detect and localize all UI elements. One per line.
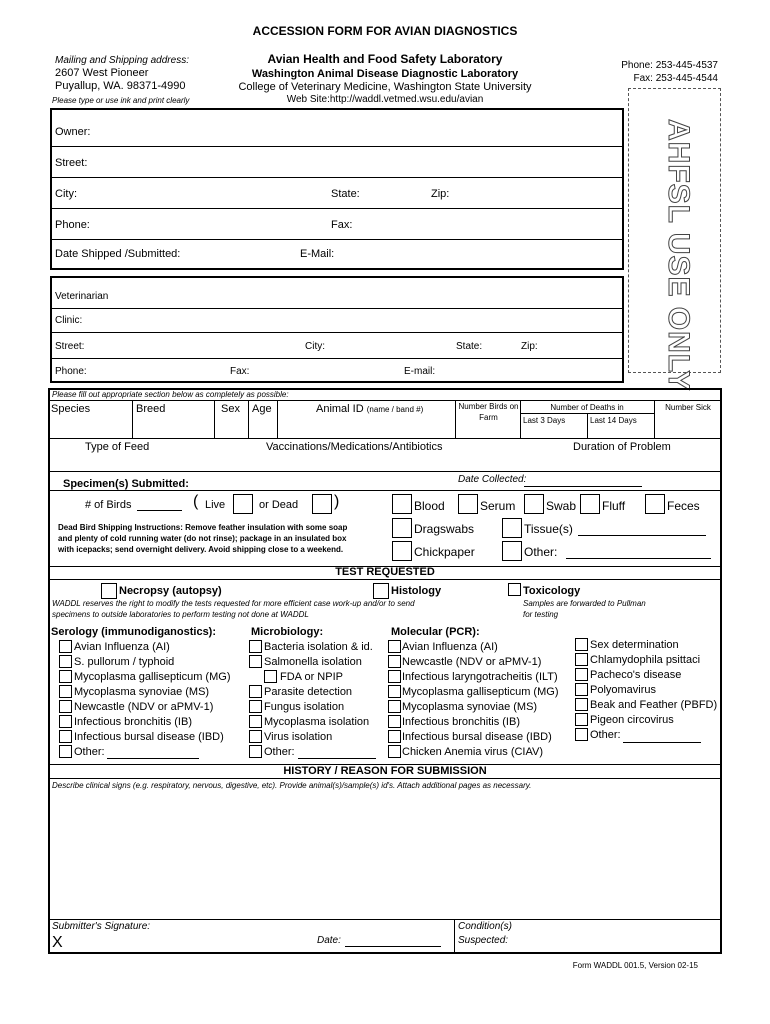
toxicology-note-2: for testing [523,610,559,619]
toxicology-checkbox[interactable] [508,583,521,596]
other-test-checkbox[interactable] [575,668,588,681]
dead-checkbox[interactable] [312,494,332,514]
molecular-item: Infectious bronchitis (IB) [402,716,520,728]
print-instruction: Please type or use ink and print clearly [52,96,190,105]
breed-header: Breed [136,403,166,415]
other-test-checkbox[interactable] [575,713,588,726]
page-title: ACCESSION FORM FOR AVIAN DIAGNOSTICS [252,24,518,38]
waddl-note-2: specimens to outside laboratories to perform testing not done at WADDL [52,610,309,619]
other-test-item: Pacheco's disease [590,669,682,681]
molecular-checkbox[interactable] [388,700,401,713]
owner-email-label: E-Mail: [300,248,335,260]
molecular-item: Chicken Anemia virus (CIAV) [402,746,544,758]
other-test-checkbox[interactable] [575,728,588,741]
microbiology-checkbox[interactable] [264,670,277,683]
necropsy-label: Necropsy (autopsy) [119,585,222,597]
serology-checkbox[interactable] [59,685,72,698]
num-birds-label: # of Birds [85,499,132,511]
tissue-label: Tissue(s) [524,522,573,536]
feces-label: Feces [667,499,700,513]
shipping-instructions-1: Dead Bird Shipping Instructions: Remove feather insulation with some soap [58,523,348,532]
histology-label: Histology [391,585,442,597]
microbiology-item: Bacteria isolation & id. [264,641,373,653]
molecular-item: Infectious laryngotracheitis (ILT) [402,671,558,683]
serology-title: Serology (immunodiganostics): [51,626,217,638]
specimen-other-label: Other: [524,545,558,559]
serology-checkbox[interactable] [59,715,72,728]
vet-zip-label: Zip: [521,341,538,352]
shipping-instructions-2: and plenty of cold running water (do not rinse); package in an insulated box [58,534,347,543]
shipping-instructions-3: with icepacks; send overnight delivery. Avoid shipping close to a weekend. [58,545,344,554]
waddl-note-1: WADDL reserves the right to modify the tests requested for more efficient case work-up and/or to send [52,599,415,608]
serology-checkbox[interactable] [59,640,72,653]
other-test-item: Sex determination [590,639,679,651]
molecular-checkbox[interactable] [388,730,401,743]
vet-email-label: E-mail: [404,366,436,377]
molecular-checkbox[interactable] [388,655,401,668]
type-of-feed-label: Type of Feed [85,441,150,453]
history-text-area[interactable] [50,794,720,918]
owner-state-label: State: [331,188,360,200]
molecular-checkbox[interactable] [388,640,401,653]
microbiology-title: Microbiology: [251,626,324,638]
serology-item: Other: [74,746,105,758]
fluff-label: Fluff [602,499,626,513]
animal-id-header: Animal ID (name / band #) [316,403,424,415]
num-birds-line[interactable] [137,498,182,511]
fill-note: Please fill out appropriate section below as completely as possible: [52,390,289,399]
dragswabs-label: Dragswabs [414,522,475,536]
signature-field[interactable] [66,925,311,951]
sex-header: Sex [221,403,240,415]
owner-street-label: Street: [55,157,88,169]
other-test-checkbox[interactable] [575,698,588,711]
serum-checkbox[interactable] [458,494,478,514]
test-requested-title: TEST REQUESTED [335,566,435,578]
microbiology-other-line[interactable] [298,746,376,759]
fluff-checkbox[interactable] [580,494,600,514]
microbiology-checkbox[interactable] [249,640,262,653]
age-header: Age [252,403,272,415]
college-name: College of Veterinary Medicine, Washington State University [238,81,532,93]
serology-checkbox[interactable] [59,730,72,743]
tissue-checkbox[interactable] [502,518,522,538]
history-instruction: Describe clinical signs (e.g. respiratory, nervous, digestive, etc). Provide animal(s)/sample(s) id's. Attach additional pages as necessary. [52,781,532,790]
molecular-checkbox[interactable] [388,745,401,758]
date-collected-line[interactable] [524,474,642,487]
vet-phone-label: Phone: [55,366,87,377]
microbiology-checkbox[interactable] [249,715,262,728]
microbiology-checkbox[interactable] [249,655,262,668]
date-shipped-label: Date Shipped /Submitted: [55,248,181,260]
birds-on-farm-header-1: Number Birds on [458,402,519,411]
molecular-item: Avian Influenza (AI) [402,641,498,653]
serology-item: Infectious bursal disease (IBD) [74,731,224,743]
serology-item: Newcastle (NDV or aPMV-1) [74,701,214,713]
serology-item: Mycoplasma synoviae (MS) [74,686,210,698]
molecular-title: Molecular (PCR): [391,626,480,638]
lab-name-2: Washington Animal Disease Diagnostic Laboratory [251,68,519,80]
serum-label: Serum [480,499,516,513]
duration-label: Duration of Problem [573,441,671,453]
last-3-days-header: Last 3 Days [523,416,566,425]
swab-label: Swab [546,499,577,513]
microbiology-item: Mycoplasma isolation [264,716,370,728]
specimen-other-checkbox[interactable] [502,541,522,561]
microbiology-item: Salmonella isolation [264,656,362,668]
chickpaper-label: Chickpaper [414,545,475,559]
histology-checkbox[interactable] [373,583,389,599]
number-sick-header: Number Sick [665,403,711,412]
molecular-item: Newcastle (NDV or aPMV-1) [402,656,542,668]
other-test-item: Chlamydophila psittaci [590,654,701,666]
serology-item: Infectious bronchitis (IB) [74,716,192,728]
toxicology-label: Toxicology [523,585,581,597]
feces-checkbox[interactable] [645,494,665,514]
necropsy-checkbox[interactable] [101,583,117,599]
vaccinations-label: Vaccinations/Medications/Antibiotics [266,441,443,453]
serology-item: S. pullorum / typhoid [74,656,175,668]
other-test-item: Polyomavirus [590,684,657,696]
microbiology-checkbox[interactable] [249,700,262,713]
last-14-days-header: Last 14 Days [590,416,637,425]
live-bracket: ( [193,493,199,510]
other-test-checkbox[interactable] [575,683,588,696]
microbiology-item: Fungus isolation [264,701,345,713]
birds-on-farm-header-2: Farm [479,413,498,422]
serology-checkbox[interactable] [59,745,72,758]
dead-label: or Dead [259,499,299,511]
molecular-item: Mycoplasma synoviae (MS) [402,701,538,713]
other-test-other-line[interactable] [623,730,701,743]
condition-field[interactable] [516,925,718,951]
other-test-item: Beak and Feather (PBFD) [590,699,718,711]
animal-id-subheader: (name / band #) [366,405,424,414]
owner-zip-label: Zip: [431,188,450,200]
serology-checkbox[interactable] [59,655,72,668]
phone-number: Phone: 253-445-4537 [621,60,718,71]
other-test-checkbox[interactable] [575,653,588,666]
date-collected-label: Date Collected: [458,474,527,485]
other-test-checkbox[interactable] [575,638,588,651]
microbiology-checkbox[interactable] [249,745,262,758]
ahfsl-stamp-text: AHFSL USE ONLY [662,119,695,392]
date-line[interactable] [345,934,441,947]
swab-checkbox[interactable] [524,494,544,514]
species-header: Species [51,403,91,415]
other-test-item: Pigeon circovirus [590,714,674,726]
clinic-label: Clinic: [55,315,83,326]
live-checkbox[interactable] [233,494,253,514]
chickpaper-checkbox[interactable] [392,541,412,561]
veterinarian-label: Veterinarian [55,291,109,302]
microbiology-item: Parasite detection [264,686,353,698]
microbiology-item: Other: [264,746,295,758]
address-line-1: 2607 West Pioneer [55,67,149,79]
vet-fax-label: Fax: [230,366,250,377]
molecular-checkbox[interactable] [388,670,401,683]
vet-section [50,276,624,383]
toxicology-note-1: Samples are forwarded to Pullman [523,599,646,608]
owner-label: Owner: [55,126,91,138]
vet-street-label: Street: [55,341,85,352]
molecular-checkbox[interactable] [388,715,401,728]
signature-label: Submitter's Signature: [52,921,151,932]
fax-number: Fax: 253-445-4544 [633,73,718,84]
microbiology-checkbox[interactable] [249,730,262,743]
molecular-checkbox[interactable] [388,685,401,698]
specimens-title: Specimen(s) Submitted: [63,478,189,490]
molecular-item: Infectious bursal disease (IBD) [402,731,552,743]
serology-item: Mycoplasma gallisepticum (MG) [74,671,231,683]
signature-x: X [52,934,63,951]
live-label: Live [205,499,226,511]
lab-name: Avian Health and Food Safety Laboratory [267,52,503,66]
vet-state-label: State: [456,341,483,352]
history-title: HISTORY / REASON FOR SUBMISSION [283,765,487,777]
mailing-label: Mailing and Shipping address: [55,55,189,66]
tissue-line[interactable] [578,523,706,536]
blood-checkbox[interactable] [392,494,412,514]
microbiology-item: Virus isolation [264,731,333,743]
microbiology-item: FDA or NPIP [280,671,343,683]
ahfsl-stamp-box [628,88,721,392]
condition-label-1: Condition(s) [458,921,512,932]
website: Web Site:http://waddl.vetmed.wsu.edu/avian [286,94,484,105]
owner-fax-label: Fax: [331,219,353,231]
specimen-other-line[interactable] [566,546,711,559]
owner-phone-label: Phone: [55,219,90,231]
other-test-item: Other: [590,729,621,741]
serology-checkbox[interactable] [59,700,72,713]
dead-bracket: ) [334,493,340,510]
serology-item: Avian Influenza (AI) [74,641,170,653]
address-line-2: Puyallup, WA. 98371-4990 [55,80,186,92]
microbiology-checkbox[interactable] [249,685,262,698]
serology-other-line[interactable] [107,746,199,759]
blood-label: Blood [414,499,445,513]
dragswabs-checkbox[interactable] [392,518,412,538]
serology-checkbox[interactable] [59,670,72,683]
condition-label-2: Suspected: [458,935,509,946]
owner-city-label: City: [55,188,77,200]
deaths-header: Number of Deaths in [550,403,624,412]
vet-city-label: City: [305,341,325,352]
molecular-item: Mycoplasma gallisepticum (MG) [402,686,559,698]
form-version: Form WADDL 001.5, Version 02-15 [572,961,698,970]
date-label: Date: [317,935,341,946]
